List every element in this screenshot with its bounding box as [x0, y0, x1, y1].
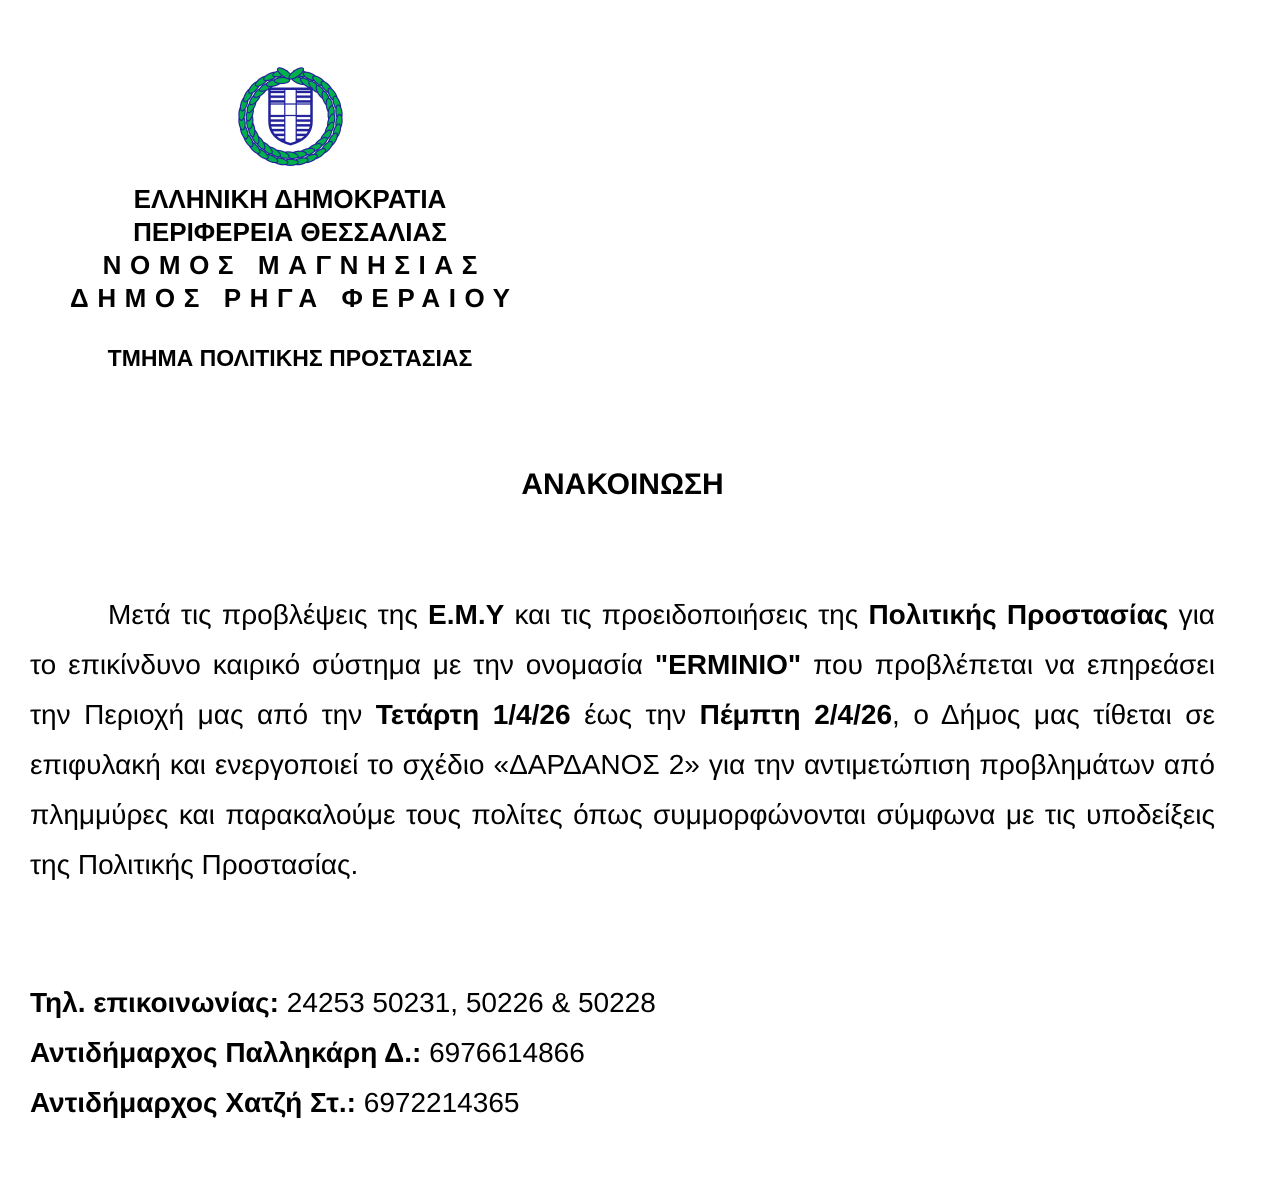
- contact-label: Αντιδήμαρχος Παλληκάρη Δ.:: [30, 1037, 422, 1068]
- contact-line-deputy-mayor-1: [30, 1028, 1215, 1078]
- body-text-segment: για το επικίνδυνο καιρικό σύστημα με την ονομασία: [30, 599, 1215, 680]
- contact-line-deputy-mayor-2: [30, 1078, 1215, 1128]
- body-text-segment: και τις προειδοποιήσεις της: [504, 599, 869, 630]
- contact-label: Τηλ. επικοινωνίας:: [30, 987, 280, 1018]
- contact-value: 24253 50231, 50226 & 50228: [279, 987, 656, 1018]
- contact-label: Αντιδήμαρχος Χατζή Στ.:: [30, 1087, 356, 1118]
- contact-value: 6972214365: [355, 1087, 520, 1118]
- page: [30, 0, 1215, 1128]
- body-text-segment: Πέμπτη 2/4/26: [699, 699, 893, 730]
- letterhead: [30, 62, 550, 372]
- header-line-region: ΠΕΡΙΦΕΡΕΙΑ ΘΕΣΣΑΛΙΑΣ: [133, 217, 447, 247]
- body-text-segment: , ο Δήμος μας τίθεται σε επιφυλακή και ενεργοποιεί το σχέδιο «ΔΑΡΔΑΝΟΣ 2» για την αντιμετώπιση προβλημάτων από πλημμύρες και παρακαλούμε τους πολίτες όπως συμμορφώνονται σύμφωνα με τις υποδείξεις της Πολιτικής Προστασίας.: [30, 699, 1215, 880]
- header-line-prefecture: ΝΟΜΟΣ ΜΑΓΝΗΣΙΑΣ: [102, 250, 486, 280]
- body-paragraph: [30, 590, 1215, 890]
- greek-coat-of-arms-icon: [233, 62, 348, 169]
- body-text-segment: Τετάρτη 1/4/26: [375, 699, 571, 730]
- body-text-segment: Πολιτικής Προστασίας: [868, 599, 1169, 630]
- body-text-segment: Ε.Μ.Υ: [428, 599, 505, 630]
- body-text-segment: "ERMINIO": [654, 649, 802, 680]
- body-text-segment: που προβλέπεται να επηρεάσει την Περιοχή μας από την: [30, 649, 1215, 730]
- contact-value: 6976614866: [421, 1037, 585, 1068]
- department-title: ΤΜΗΜΑ ΠΟΛΙΤΙΚΗΣ ΠΡΟΣΤΑΣΙΑΣ: [107, 345, 473, 371]
- contact-info: [30, 978, 1215, 1128]
- body-text-segment: έως την: [570, 699, 700, 730]
- contact-line-phone: [30, 978, 1215, 1028]
- header-line-municipality: ΔΗΜΟΣ ΡΗΓΑ ΦΕΡΑΙΟΥ: [70, 283, 519, 313]
- announcement-title: ΑΝΑΚΟΙΝΩΣΗ: [521, 468, 724, 501]
- body-text-segment: Μετά τις προβλέψεις της: [108, 599, 429, 630]
- header-line-republic: ΕΛΛΗΝΙΚΗ ΔΗΜΟΚΡΑΤΙΑ: [133, 184, 447, 214]
